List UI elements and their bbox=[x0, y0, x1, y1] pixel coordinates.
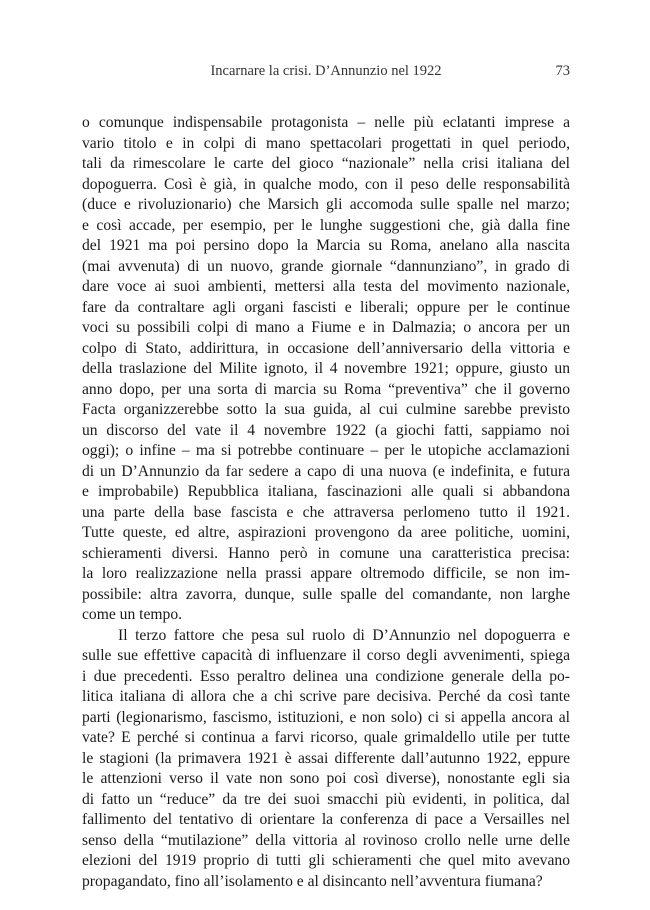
paragraph bbox=[82, 626, 570, 893]
text-line: propagandato, fino all’isolamento e al disincanto nell’avventura fiumana? bbox=[82, 872, 543, 890]
text-line: (mai avvenuta) di un nuovo, grande giornale “dannunziano”, in grado di bbox=[82, 257, 570, 275]
text-line: di fatto un “reduce” da tre dei suoi smacchi più evidenti, in politica, dal bbox=[82, 790, 570, 808]
text-line: di un D’Annunzio da far sedere a capo di una nuova (e indefinita, e futura bbox=[82, 462, 570, 480]
text-line: senso della “mutilazione” della vittoria al rovinoso crollo nelle urne delle bbox=[82, 831, 570, 849]
text-line: possibile: altra zavorra, dunque, sulle spalle del comandante, non larghe bbox=[82, 585, 570, 603]
text-line: vario titolo e in colpi di mano spettacolari progettati in quel periodo, bbox=[82, 134, 570, 152]
text-line: dopoguerra. Così è già, in qualche modo, con il peso delle responsabilità bbox=[82, 175, 570, 193]
text-line: oggi); o infine – ma si potrebbe continuare – per le utopiche acclamazioni bbox=[82, 442, 570, 459]
text-line: voci su possibili colpi di mano a Fiume e in Dalmazia; o ancora per un bbox=[82, 319, 570, 336]
body-text bbox=[82, 113, 570, 892]
text-line: litica italiana di allora che a chi scrive pare decisiva. Perché da così tante bbox=[82, 688, 570, 705]
text-line: i due precedenti. Esso peraltro delinea una condizione generale della po- bbox=[82, 667, 570, 685]
paragraph bbox=[82, 113, 570, 626]
text-line: Tutte queste, ed altre, aspirazioni provengono da aree politiche, uomini, bbox=[82, 524, 570, 541]
text-line: parti (legionarismo, fascismo, istituzioni, e non solo) ci si appella ancora al bbox=[82, 708, 570, 726]
text-line: le attenzioni verso il vate non sono poi così diverse), nonostante egli sia bbox=[82, 770, 570, 787]
text-line: (duce e rivoluzionario) che Marsich gli accomoda sulle spalle nel marzo; bbox=[82, 196, 570, 213]
text-line: un discorso del vate il 4 novembre 1922 (a giochi fatti, sappiamo noi bbox=[82, 421, 570, 439]
text-line: della traslazione del Milite ignoto, il 4 novembre 1921; oppure, giusto un bbox=[82, 360, 570, 377]
text-line: una parte della base fascista e che attraversa perlomeno tutto il 1921. bbox=[82, 503, 570, 521]
text-line: sulle sue effettive capacità di influenzare il corso degli avvenimenti, spiega bbox=[82, 647, 570, 664]
text-line: Il terzo fattore che pesa sul ruolo di D’Annunzio nel dopoguerra e bbox=[118, 626, 570, 644]
running-head-title: Incarnare la crisi. D’Annunzio nel 1922 bbox=[210, 63, 442, 79]
text-line: schieramenti diversi. Hanno però in comune una caratteristica precisa: bbox=[82, 544, 570, 562]
text-line: dare voce ai suoi ambienti, mettersi alla testa del movimento nazionale, bbox=[82, 278, 570, 295]
page-number: 73 bbox=[555, 63, 570, 79]
text-line: fallimento del tentativo di orientare la conferenza di pace a Versailles nel bbox=[82, 811, 570, 828]
text-line: tali da rimescolare le carte del gioco “nazionale” nella crisi italiana del bbox=[82, 155, 570, 172]
text-line: elezioni del 1919 proprio di tutti gli schieramenti che quel mito avevano bbox=[82, 852, 570, 869]
text-line: e improbabile) Repubblica italiana, fascinazioni alle quali si abbandona bbox=[82, 483, 570, 500]
text-line: e così accade, per esempio, per le lunghe suggestioni che, già dalla fine bbox=[82, 216, 570, 234]
text-line: o comunque indispensabile protagonista – nelle più eclatanti imprese a bbox=[82, 114, 570, 131]
text-line: vate? E perché si continua a farvi ricorso, quale grimaldello utile per tutte bbox=[82, 729, 570, 746]
text-line: come un tempo. bbox=[82, 606, 183, 623]
text-line: anno dopo, per una sorta di marcia su Roma “preventiva” che il governo bbox=[82, 380, 570, 398]
text-line: le stagioni (la primavera 1921 è assai differente dall’autunno 1922, eppure bbox=[82, 749, 570, 767]
text-line: la loro realizzazione nella prassi appare oltremodo difficile, se non im- bbox=[82, 565, 570, 582]
text-line: colpo di Stato, addirittura, in occasione dell’anniversario della vittoria e bbox=[82, 339, 570, 357]
text-line: del 1921 ma poi persino dopo la Marcia su Roma, anelano alla nascita bbox=[82, 237, 570, 254]
text-line: Facta organizzerebbe sotto la sua guida, al cui culmine sarebbe previsto bbox=[82, 401, 570, 418]
text-line: fare da contraltare agli organi fascisti e liberali; oppure per le continue bbox=[82, 298, 570, 316]
